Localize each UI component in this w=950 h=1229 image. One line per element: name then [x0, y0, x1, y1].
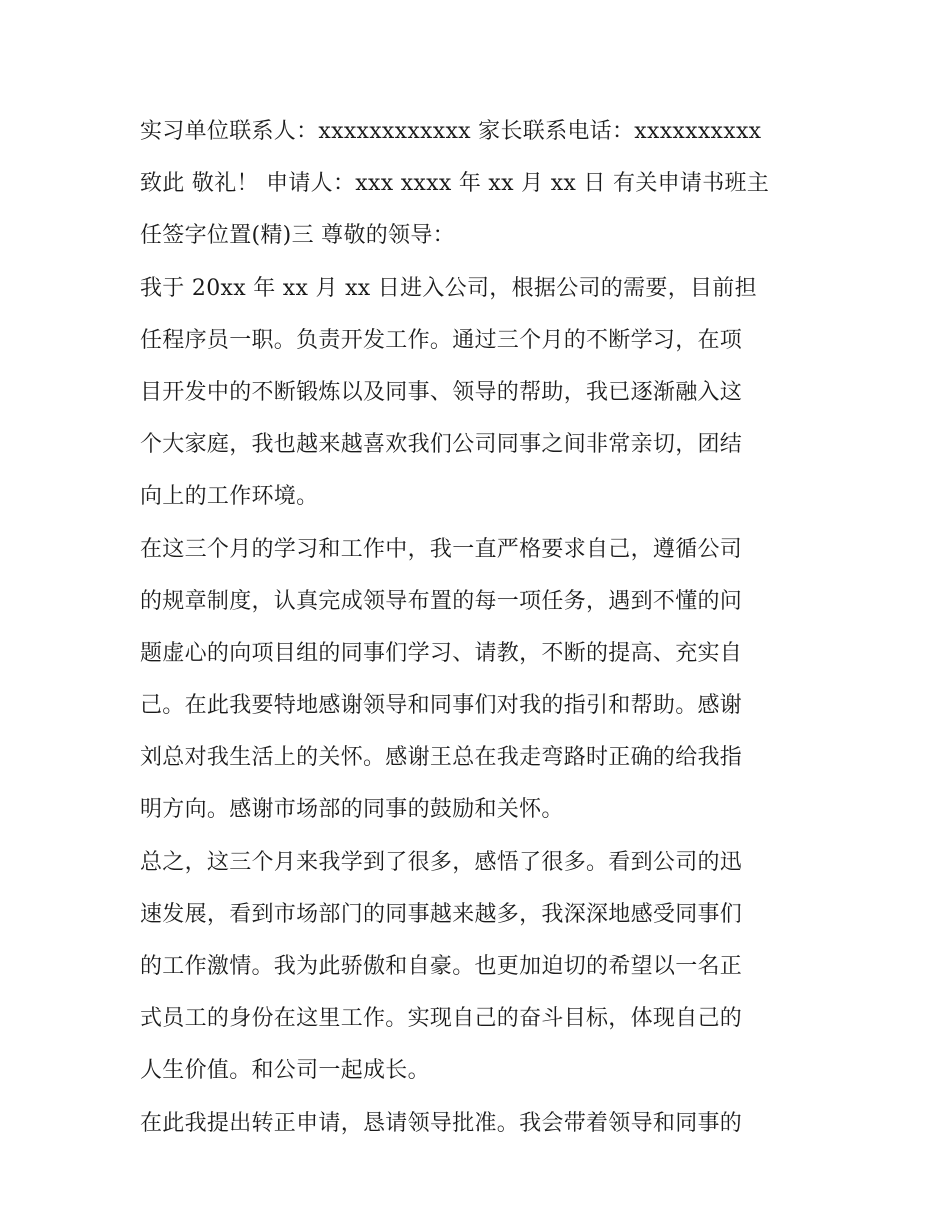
- text-line: 我于 20xx 年 xx 月 xx 日进入公司，根据公司的需要，目前担: [140, 275, 757, 301]
- text-line: 在此我提出转正申请，恳请领导批准。我会带着领导和同事的: [140, 1110, 743, 1136]
- text-line: 己。在此我要特地感谢领导和同事们对我的指引和帮助。感谢: [140, 693, 743, 719]
- text-line: 人生价值。和公司一起成长。: [140, 1058, 430, 1084]
- text-line: 向上的工作环境。: [140, 484, 319, 510]
- text-line: 任签字位置(精)三 尊敬的领导：: [140, 223, 455, 249]
- text-line: 的规章制度，认真完成领导布置的每一项任务，遇到不懂的问: [140, 588, 743, 614]
- text-line: 式员工的身份在这里工作。实现自己的奋斗目标，体现自己的: [140, 1006, 743, 1032]
- text-line: 题虚心的向项目组的同事们学习、请教，不断的提高、充实自: [140, 640, 743, 666]
- document-body: [140, 106, 820, 1150]
- text-line: 任程序员一职。负责开发工作。通过三个月的不断学习，在项: [140, 327, 743, 353]
- text-line: 总之，这三个月来我学到了很多，感悟了很多。看到公司的迅: [140, 849, 743, 875]
- text-line: 致此 敬礼！ 申请人：xxx xxxx 年 xx 月 xx 日 有关申请书班主: [140, 171, 770, 197]
- text-line: 明方向。感谢市场部的同事的鼓励和关怀。: [140, 797, 564, 823]
- text-line: 在这三个月的学习和工作中，我一直严格要求自己，遵循公司: [140, 536, 743, 562]
- text-line: 刘总对我生活上的关怀。感谢王总在我走弯路时正确的给我指: [140, 745, 743, 771]
- text-line: 个大家庭，我也越来越喜欢我们公司同事之间非常亲切，团结: [140, 432, 743, 458]
- text-line: 实习单位联系人：xxxxxxxxxxxx 家长联系电话：xxxxxxxxxx: [140, 119, 762, 144]
- text-line: 速发展，看到市场部门的同事越来越多，我深深地感受同事们: [140, 901, 743, 927]
- text-line: 目开发中的不断锻炼以及同事、领导的帮助，我已逐渐融入这: [140, 379, 743, 405]
- text-line: 的工作激情。我为此骄傲和自豪。也更加迫切的希望以一名正: [140, 954, 743, 979]
